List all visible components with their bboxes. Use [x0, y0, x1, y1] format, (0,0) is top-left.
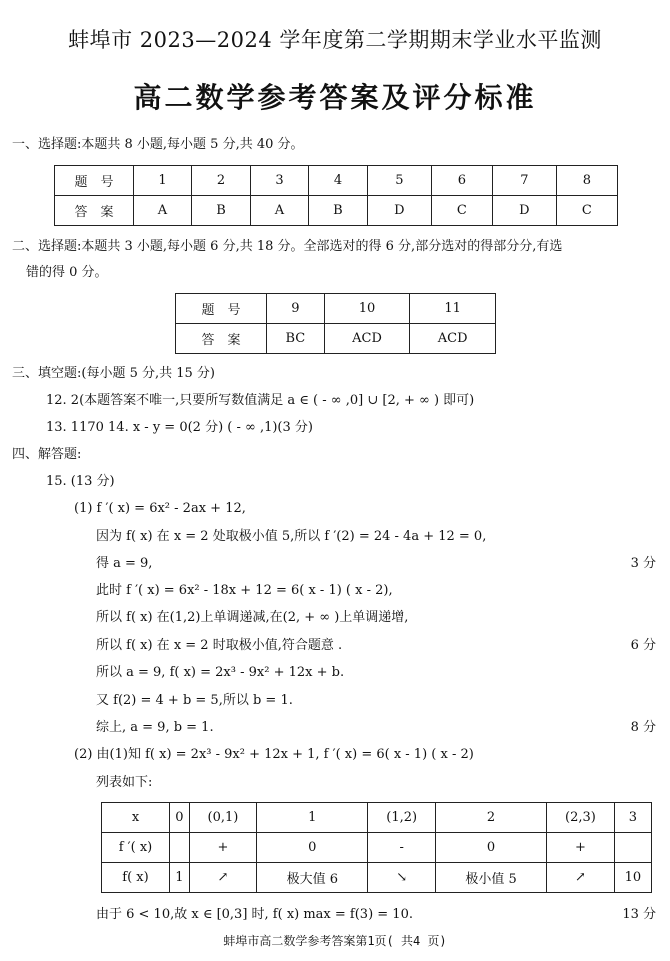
solution-line: 此时 f ′( x) = 6x² - 18x + 12 = 6( x - 1) ( x - 2), — [96, 583, 393, 598]
answer-q12: 12. 2(本题答案不唯一,只要所写数值满足 a ∈ ( - ∞ ,0] ∪ [2, + ∞ ) 即可) — [46, 393, 475, 408]
answer-cell: D — [367, 196, 431, 226]
table-row — [102, 833, 652, 863]
page-footer: 蚌埠市高二数学参考答案第1页( 共4 页) — [223, 934, 447, 948]
question-number: 10 — [324, 294, 410, 324]
section4-heading: 四、解答题: — [12, 447, 82, 462]
table-cell: - — [368, 833, 436, 863]
table-header-cell: (0,1) — [189, 803, 257, 833]
table-cell: 10 — [614, 863, 651, 893]
increasing-arrow-icon: ↗ — [547, 863, 615, 893]
solution-line: (1) f ′( x) = 6x² - 2ax + 12, — [74, 501, 246, 516]
score-mark: 13 分 — [622, 907, 656, 922]
question-number: 9 — [267, 294, 325, 324]
solution-line: 所以 f( x) 在(1,2)上单调递减,在(2, + ∞ )上单调递增, — [96, 610, 409, 625]
solution-line: 又 f(2) = 4 + b = 5,所以 b = 1. — [96, 693, 293, 708]
table-row — [55, 166, 618, 196]
table-cell: + — [547, 833, 615, 863]
table-header-cell: x — [102, 803, 170, 833]
question-number: 2 — [192, 166, 251, 196]
table-cell: f ′( x) — [102, 833, 170, 863]
answer-cell: A — [250, 196, 308, 226]
table-cell: 0 — [257, 833, 368, 863]
table-header-cell: 0 — [170, 803, 190, 833]
section2-answer-table — [175, 293, 496, 354]
table-cell: 极小值 5 — [435, 863, 546, 893]
answer-cell: ACD — [410, 324, 496, 354]
table-header-cell: 2 — [435, 803, 546, 833]
answer-q13-q14: 13. 1170 14. x - y = 0(2 分) ( - ∞ ,1)(3 分) — [46, 420, 313, 435]
row-label-answer: 答 案 — [55, 196, 134, 226]
table-header-cell: (1,2) — [368, 803, 436, 833]
table-cell: 极大值 6 — [257, 863, 368, 893]
answer-cell: C — [556, 196, 617, 226]
section2-heading: 二、选择题:本题共 3 小题,每小题 6 分,共 18 分。全部选对的得 6 分,部分选对的得部分分,有选 — [12, 239, 563, 254]
section1-answer-table — [54, 165, 618, 226]
table-cell: + — [189, 833, 257, 863]
answer-cell: C — [431, 196, 492, 226]
table-header-cell: (2,3) — [547, 803, 615, 833]
answer-cell: B — [192, 196, 251, 226]
score-mark: 8 分 — [630, 720, 656, 735]
answer-cell: ACD — [324, 324, 410, 354]
table-row — [55, 196, 618, 226]
row-label-number: 题 号 — [176, 294, 267, 324]
conclusion-line: 由于 6 < 10,故 x ∈ [0,3] 时, f( x) max = f(3) = 10. — [96, 907, 413, 922]
table-cell — [614, 833, 651, 863]
answer-cell: BC — [267, 324, 325, 354]
question-15-heading: 15. (13 分) — [46, 474, 115, 489]
question-number: 1 — [134, 166, 192, 196]
increasing-arrow-icon: ↗ — [189, 863, 257, 893]
table-row — [176, 324, 496, 354]
solution-line: 列表如下: — [96, 775, 153, 790]
table-header-cell: 3 — [614, 803, 651, 833]
answer-cell: D — [492, 196, 556, 226]
table-cell — [170, 833, 190, 863]
question-number: 8 — [556, 166, 617, 196]
table-row — [102, 803, 652, 833]
score-mark: 3 分 — [630, 556, 656, 571]
score-mark: 6 分 — [630, 638, 656, 653]
row-label-number: 题 号 — [55, 166, 134, 196]
table-cell: 1 — [170, 863, 190, 893]
solution-line: 得 a = 9, — [96, 556, 153, 571]
solution-line: (2) 由(1)知 f( x) = 2x³ - 9x² + 12x + 1, f ′( x) = 6( x - 1) ( x - 2) — [74, 747, 474, 762]
table-row — [102, 863, 652, 893]
section2-heading-cont: 错的得 0 分。 — [26, 265, 108, 280]
question-number: 6 — [431, 166, 492, 196]
section1-heading: 一、选择题:本题共 8 小题,每小题 5 分,共 40 分。 — [12, 137, 304, 152]
solution-line: 综上, a = 9, b = 1. — [96, 720, 214, 735]
table-cell: 0 — [435, 833, 546, 863]
answer-cell: A — [134, 196, 192, 226]
row-label-answer: 答 案 — [176, 324, 267, 354]
exam-title: 蚌埠市 2023—2024 学年度第二学期期末学业水平监测 — [68, 28, 602, 52]
table-row — [176, 294, 496, 324]
solution-line: 因为 f( x) 在 x = 2 处取极小值 5,所以 f ′(2) = 24 - 4a + 12 = 0, — [96, 529, 487, 544]
answer-cell: B — [308, 196, 367, 226]
solution-line: 所以 a = 9, f( x) = 2x³ - 9x² + 12x + b. — [96, 665, 345, 680]
solution-line: 所以 f( x) 在 x = 2 时取极小值,符合题意 . — [96, 638, 343, 653]
question-number: 11 — [410, 294, 496, 324]
question-number: 5 — [367, 166, 431, 196]
table-cell: f( x) — [102, 863, 170, 893]
question-number: 7 — [492, 166, 556, 196]
question-number: 4 — [308, 166, 367, 196]
table-header-cell: 1 — [257, 803, 368, 833]
monotonicity-table — [101, 802, 652, 893]
section3-heading: 三、填空题:(每小题 5 分,共 15 分) — [12, 366, 215, 381]
decreasing-arrow-icon: ↘ — [368, 863, 436, 893]
document-title: 高二数学参考答案及评分标准 — [133, 81, 537, 114]
question-number: 3 — [250, 166, 308, 196]
